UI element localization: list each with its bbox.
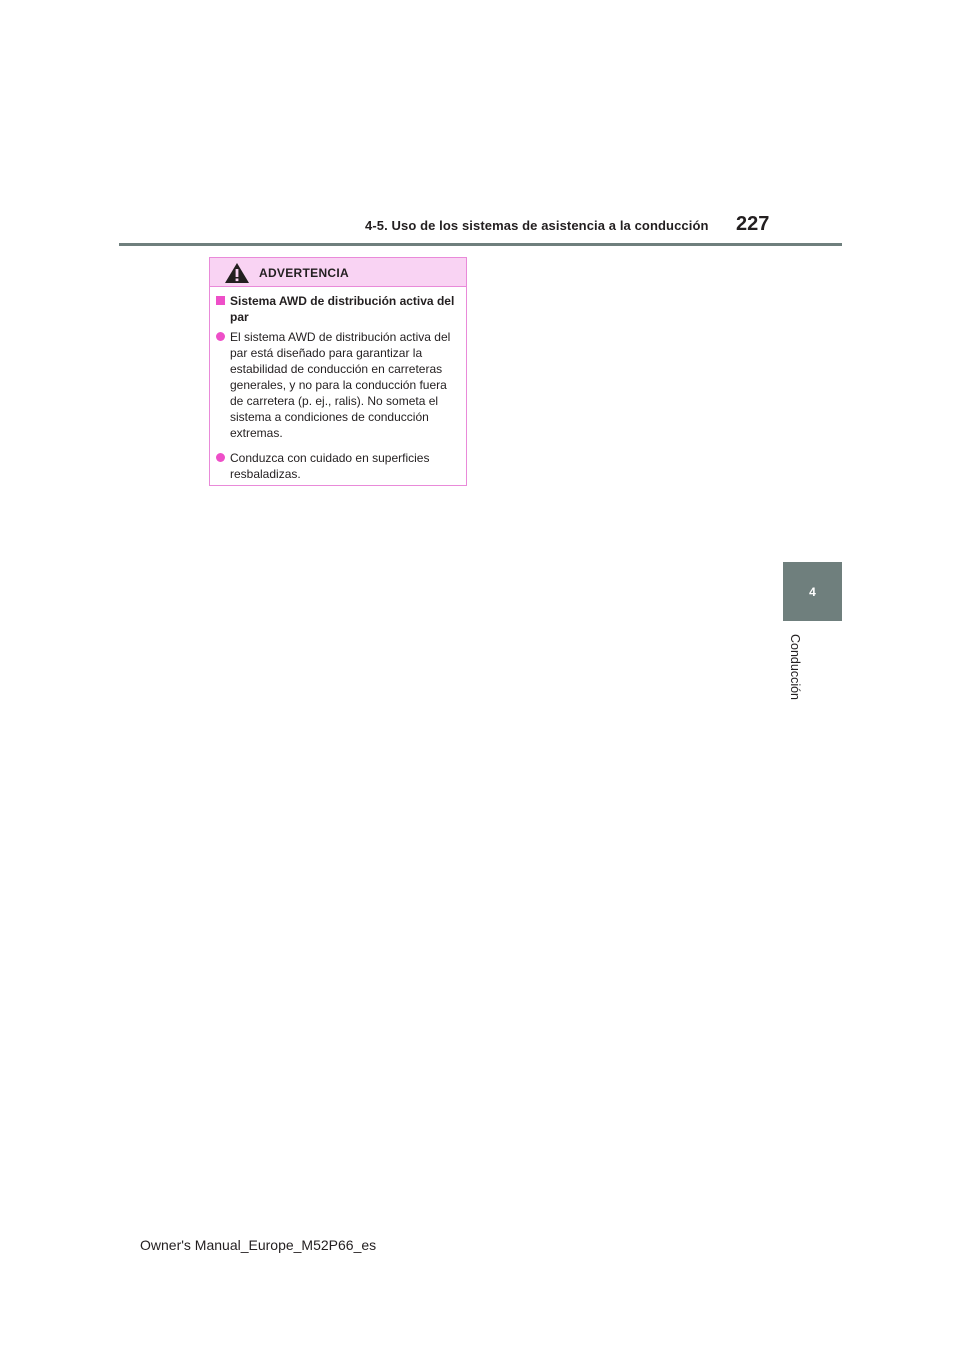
square-bullet-icon <box>216 296 225 305</box>
warning-bullet <box>216 329 456 441</box>
warning-label: ADVERTENCIA <box>259 266 349 280</box>
circle-bullet-icon <box>216 453 225 462</box>
warning-heading <box>216 293 456 325</box>
chapter-number: 4 <box>809 584 816 599</box>
warning-body <box>210 287 466 482</box>
warning-bullet-text: El sistema AWD de distribución activa del par está diseñado para garantizar la estabilidad de conducción en carreteras generales, y no para la conducción fuera de carretera (p. ej., ralis). No someta el sistema a condiciones de conducción extremas. <box>230 330 451 440</box>
warning-header <box>210 258 466 287</box>
header-divider <box>119 243 842 246</box>
warning-heading-text: Sistema AWD de distribución activa del par <box>230 294 455 324</box>
warning-box <box>209 257 467 486</box>
warning-bullet <box>216 450 456 482</box>
warning-triangle-icon <box>224 262 250 284</box>
chapter-title: Conducción <box>788 633 802 700</box>
circle-bullet-icon <box>216 332 225 341</box>
section-title: 4-5. Uso de los sistemas de asistencia a la conducción <box>365 218 709 233</box>
footer-doc-id: Owner's Manual_Europe_M52P66_es <box>140 1237 377 1253</box>
warning-bullet-text: Conduzca con cuidado en superficies resbaladizas. <box>230 451 430 481</box>
page-number: 227 <box>736 213 770 235</box>
chapter-tab <box>783 562 842 621</box>
